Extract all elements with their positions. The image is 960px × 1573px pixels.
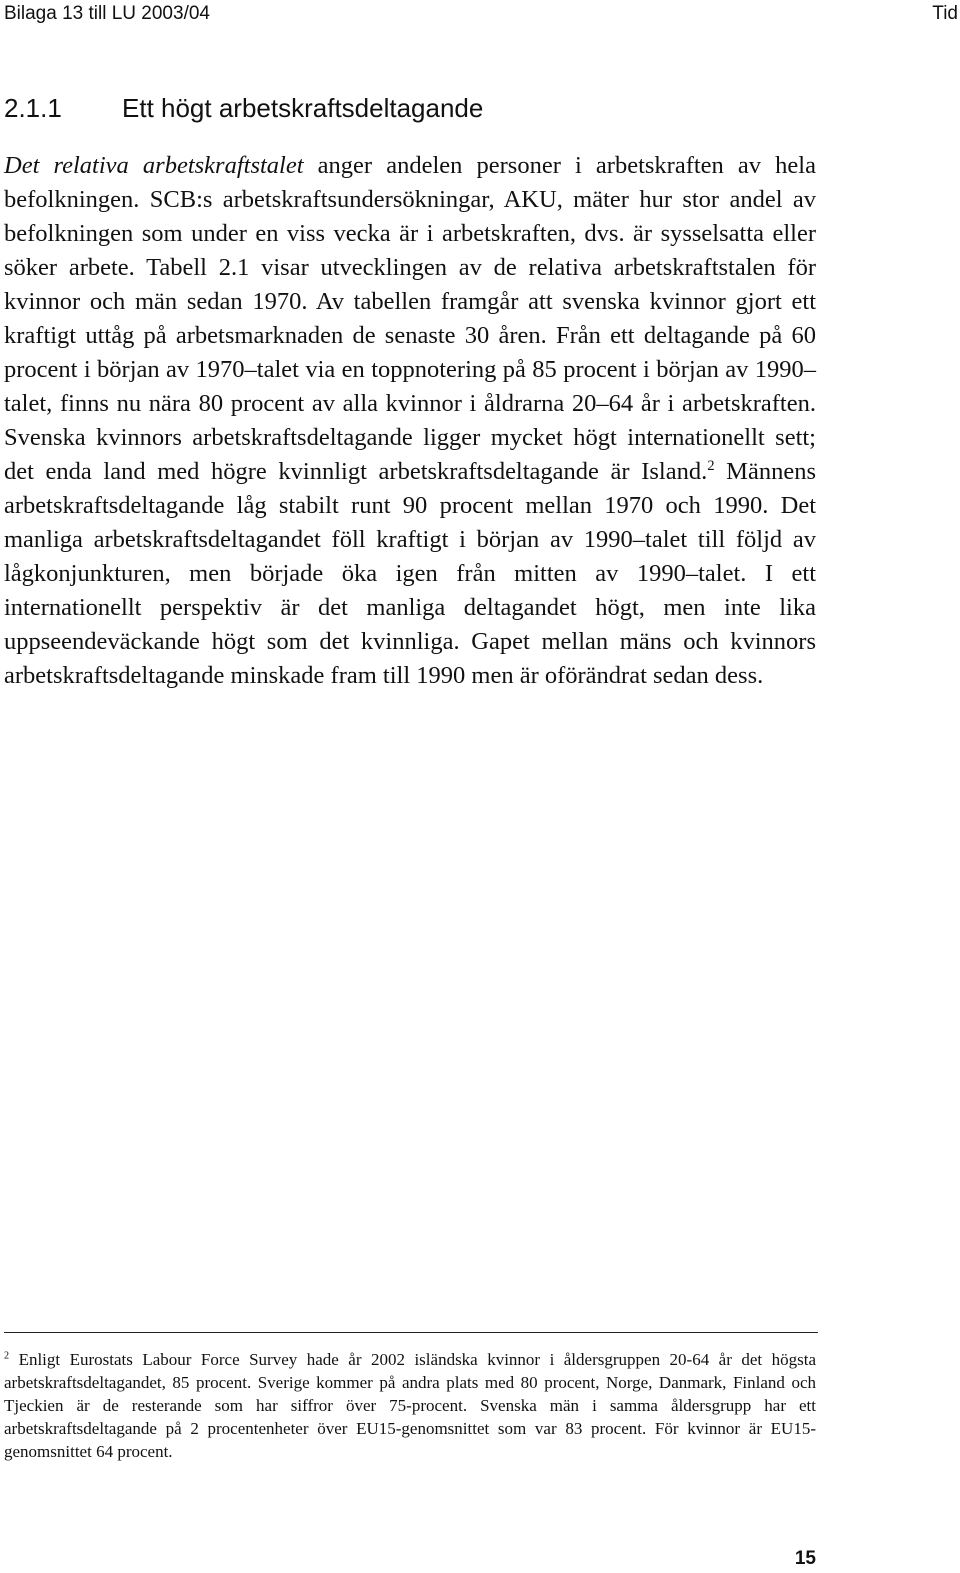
footnote-number: 2 (4, 1350, 10, 1362)
footnote (4, 1348, 816, 1463)
running-header-title: Bilaga 13 till LU 2003/04 (4, 3, 210, 24)
body-text-part-2: Männens arbetskraftsdeltagande låg stabilt runt 90 procent mellan 1970 och 1990. Det manliga arbetskraftsdeltagandet föll kraftigt i början av 1990–talet till följd av lågkonjunkturen, men började öka igen från mitten av 1990–talet. I ett internationellt perspektiv är det manliga deltagandet högt, men inte lika uppseendeväckande högt som det kvinnliga. Gapet mellan mäns och kvinnors arbetskraftsdeltagande minskade fram till 1990 men är oförändrat sedan dess. (4, 458, 816, 689)
page-number: 15 (794, 1548, 816, 1569)
body-text-part-1: anger andelen personer i arbetskraften av hela befolkningen. SCB:s arbetskraftsundersökningar, AKU, mäter hur stor andel av befolkningen som under en viss vecka är i arbetskraften, dvs. är sysselsatta eller söker arbete. Tabell 2.1 visar utvecklingen av de relativa arbetskraftstalen för kvinnor och män sedan 1970. Av tabellen framgår att svenska kvinnor gjort ett kraftigt uttåg på arbetsmarknaden de senaste 30 åren. Från ett deltagande på 60 procent i början av 1970–talet via en toppnotering på 85 procent i början av 1990–talet, finns nu nära 80 procent av alla kvinnor i åldrarna 20–64 år i arbetskraften. Svenska kvinnors arbetskraftsdeltagande ligger mycket högt internationellt sett; det enda land med högre kvinnligt arbetskraftsdeltagande är Island. (4, 152, 816, 485)
running-header-section: Tid (932, 3, 958, 24)
running-header (4, 0, 960, 28)
section-title: Ett högt arbetskraftsdeltagande (122, 93, 484, 123)
footnote-reference: 2 (707, 457, 715, 474)
section-heading (4, 90, 483, 126)
body-paragraph (4, 149, 816, 693)
defined-term: Det relativa arbetskraftstalet (4, 152, 304, 179)
footnote-divider (4, 1332, 818, 1333)
section-number: 2.1.1 (4, 93, 62, 123)
footnote-body: Enligt Eurostats Labour Force Survey hade år 2002 isländska kvinnor i åldersgruppen 20-64 år det högsta arbetskraftsdeltagandet, 85 procent. Sverige kommer på andra plats med 80 procent, Norge, Danmark, Finland och Tjeckien är de resterande som har siffror över 75-procent. Svenska män i samma åldersgrupp har ett arbetskraftsdeltagande på 2 procentenheter över EU15-genomsnittet som var 83 procent. För kvinnor är EU15-genomsnittet 64 procent. (4, 1350, 816, 1461)
